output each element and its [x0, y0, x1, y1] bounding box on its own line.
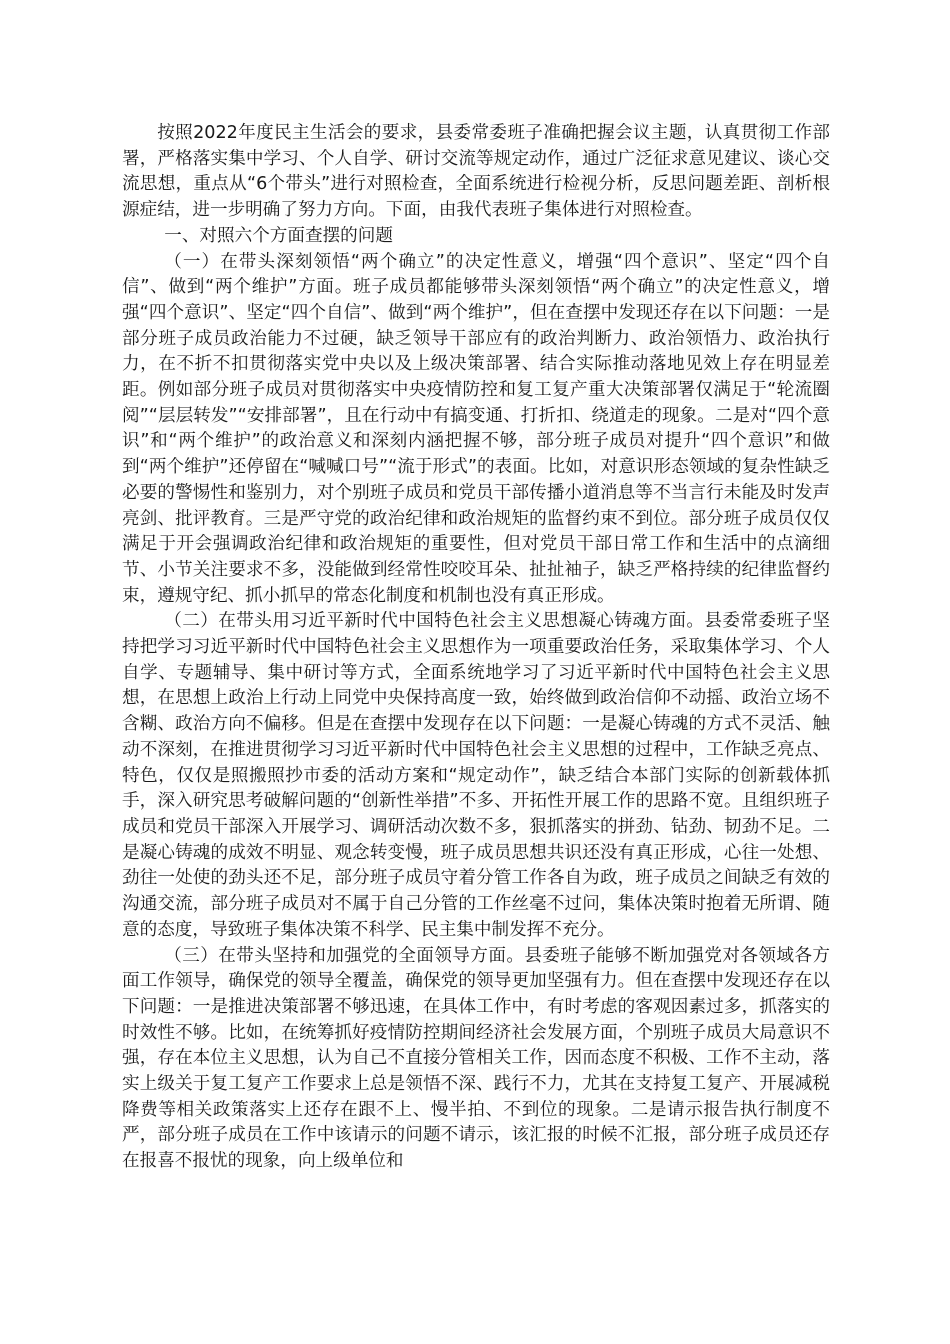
- issue-paragraph-1: （一）在带头深刻领悟“两个确立”的决定性意义，增强“四个意识”、坚定“四个自信”、做到“两个维护”方面。班子成员都能够带头深刻领悟“两个确立”的决定性意义，增强“四个意识”、坚定“四个自信”、做到“两个维护”，但在查摆中发现还存在以下问题：一是部分班子成员政治能力不过硬，缺乏领导干部应有的政治判断力、政治领悟力、政治执行力，在不折不扣贯彻落实党中央以及上级决策部署、结合实际推动落地见效上存在明显差距。例如部分班子成员对贯彻落实中央疫情防控和复工复产重大决策部署仅满足于“轮流圈阅”“层层转发”“安排部署”，且在行动中有搞变通、打折扣、绕道走的现象。二是对“四个意识”和“两个维护”的政治意义和深刻内涵把握不够，部分班子成员对提升“四个意识”和做到“两个维护”还停留在“喊喊口号”“流于形式”的表面。比如，对意识形态领域的复杂性缺乏必要的警惕性和鉴别力，对个别班子成员和党员干部传播小道消息等不当言行未能及时发声亮剑、批评教育。三是严守党的政治纪律和政治规矩的监督约束不到位。部分班子成员仅仅满足于开会强调政治纪律和政治规矩的重要性，但对党员干部日常工作和生活中的点滴细节、小节关注要求不多，没能做到经常性咬咬耳朵、扯扯袖子，缺乏严格持续的纪律监督约束，遵规守纪、抓小抓早的常态化制度和机制也没有真正形成。: [122, 251, 830, 606]
- issue-paragraph-3: （三）在带头坚持和加强党的全面领导方面。县委班子能够不断加强党对各领域各方面工作领导，确保党的领导全覆盖，确保党的领导更加坚强有力。但在查摆中发现还存在以下问题：一是推进决策部署不够迅速，在具体工作中，有时考虑的客观因素过多，抓落实的时效性不够。比如，在统筹抓好疫情防控期间经济社会发展方面，个别班子成员大局意识不强，存在本位主义思想，认为自己不直接分管相关工作，因而态度不积极、工作不主动，落实上级关于复工复产工作要求上总是领悟不深、践行不力，尤其在支持复工复产、开展减税降费等相关政策落实上还存在跟不上、慢半拍、不到位的现象。二是请示报告执行制度不严，部分班子成员在工作中该请示的问题不请示，该汇报的时候不汇报，部分班子成员还存在报喜不报忧的现象，向上级单位和: [122, 945, 830, 1172]
- intro-paragraph: 按照2022年度民主生活会的要求，县委常委班子准确把握会议主题，认真贯彻工作部署，严格落实集中学习、个人自学、研讨交流等规定动作，通过广泛征求意见建议、谈心交流思想，重点从“6个带头”进行对照检查，全面系统进行检视分析，反思问题差距、剖析根源症结，进一步明确了努力方向。下面，由我代表班子集体进行对照检查。: [122, 123, 830, 221]
- document-body: [122, 121, 830, 1175]
- section-heading: 一、对照六个方面查摆的问题: [164, 225, 393, 246]
- issue-paragraph-2: （二）在带头用习近平新时代中国特色社会主义思想凝心铸魂方面。县委常委班子坚持把学习习近平新时代中国特色社会主义思想作为一项重要政治任务，采取集体学习、个人自学、专题辅导、集中研讨等方式，全面系统地学习了习近平新时代中国特色社会主义思想，在思想上政治上行动上同党中央保持高度一致，始终做到政治信仰不动摇、政治立场不含糊、政治方向不偏移。但是在查摆中发现存在以下问题：一是凝心铸魂的方式不灵活、触动不深刻，在推进贯彻学习习近平新时代中国特色社会主义思想的过程中，工作缺乏亮点、特色，仅仅是照搬照抄市委的活动方案和“规定动作”，缺乏结合本部门实际的创新载体抓手，深入研究思考破解问题的“创新性举措”不多、开拓性开展工作的思路不宽。且组织班子成员和党员干部深入开展学习、调研活动次数不多，狠抓落实的拼劲、钻劲、韧劲不足。二是凝心铸魂的成效不明显、观念转变慢，班子成员思想共识还没有真正形成，心往一处想、劲往一处使的劲头还不足，部分班子成员守着分管工作各自为政，班子成员之间缺乏有效的沟通交流，部分班子成员对不属于自己分管的工作丝毫不过问，集体决策时抱着无所谓、随意的态度，导致班子集体决策不科学、民主集中制发挥不充分。: [122, 611, 830, 940]
